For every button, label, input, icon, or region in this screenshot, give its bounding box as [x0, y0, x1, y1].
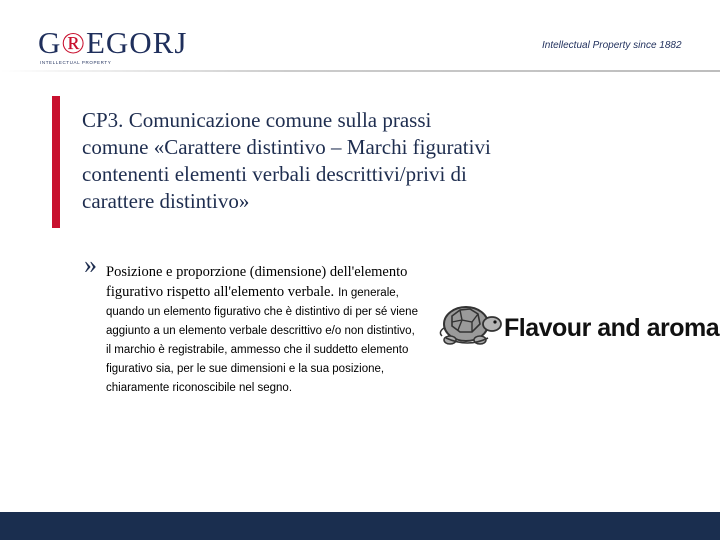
- title-code: CP3.: [82, 108, 124, 132]
- company-logo: [38, 26, 198, 64]
- bullet-body: In generale, quando un elemento figurativo che è distintivo di per sé viene aggiunto a un elemento verbale descrittivo e/o non distintivo, il marchio è registrabile, ammesso che il suddetto elemento figurativo sia, per le sue dimensioni e la sua posizione, chiaramente riconoscibile nel segno.: [106, 287, 418, 394]
- bullet-chevron-icon: »: [84, 250, 97, 279]
- header-divider: [0, 70, 720, 72]
- turtle-icon: [436, 294, 504, 356]
- title-text: Comunicazione comune sulla prassi comune «Carattere distintivo – Marchi figurativi contenenti elementi verbali descrittivi/privi di carattere distintivo»: [82, 108, 491, 213]
- slide-title: [82, 107, 502, 215]
- logo-wordmark: G®EGORJ: [38, 25, 188, 60]
- example-trademark: [436, 294, 720, 372]
- title-accent-bar: [52, 96, 60, 228]
- mark-wordmark: Flavour and aroma: [504, 314, 720, 342]
- bullet-lead: Posizione e proporzione (dimensione) dell'elemento figurativo rispetto all'elemento verbale.: [106, 264, 408, 300]
- registered-mark: ®: [61, 25, 86, 60]
- header-tagline: Intellectual Property since 1882: [542, 40, 682, 51]
- bullet-content: [106, 262, 418, 397]
- footer-bar: [0, 512, 720, 540]
- logo-subtitle: INTELLECTUAL PROPERTY: [40, 60, 112, 65]
